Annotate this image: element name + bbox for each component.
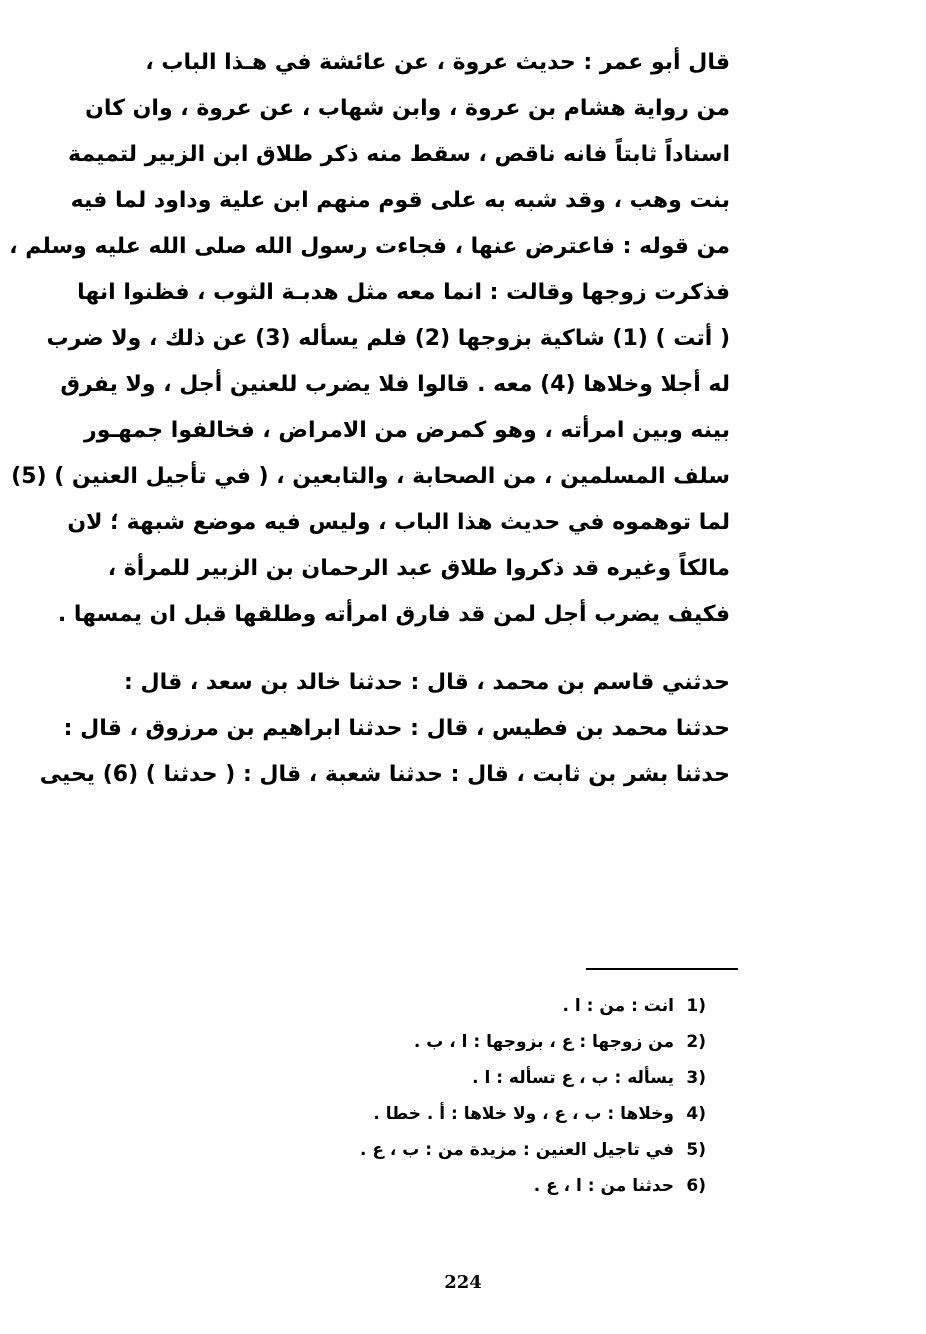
footnote-number: 4) <box>686 1104 706 1124</box>
text-line: ( أتت ) (1) شاكية بزوجها (2) فلم يسأله (3) عن ذلك ، ولا ضرب <box>46 326 730 351</box>
footnote-divider <box>586 968 738 970</box>
text-line: بينه وبين امرأته ، وهو كمرض من الامراض ، فخالفوا جمهـور <box>84 418 730 443</box>
main-text <box>9 40 730 798</box>
footnote-item <box>300 1024 706 1060</box>
footnotes <box>300 988 706 1204</box>
text-line: من قوله : فاعترض عنها ، فجاءت رسول الله صلى الله عليه وسلم ، <box>9 234 730 259</box>
footnote-item <box>300 1132 706 1168</box>
footnote-item <box>300 1060 706 1096</box>
text-line: حدثني قاسم بن محمد ، قال : حدثنا خالد بن سعد ، قال : <box>124 670 730 695</box>
footnote-number: 3) <box>686 1068 706 1088</box>
text-line: سلف المسلمين ، من الصحابة ، والتابعين ، ( في تأجيل العنين ) (5) <box>11 464 730 489</box>
paragraph-gap <box>80 638 730 660</box>
footnote-text: يسأله : ب ، ع تسأله : ا . <box>472 1068 674 1088</box>
page-number: 224 <box>444 1272 482 1293</box>
footnote-item <box>300 1096 706 1132</box>
text-line: بنت وهب ، وقد شبه به على قوم منهم ابن علية وداود لما فيه <box>70 188 730 213</box>
text-line: حدثنا محمد بن فطيس ، قال : حدثنا ابراهيم بن مرزوق ، قال : <box>63 716 730 741</box>
paragraph-2 <box>39 660 730 798</box>
footnote-text: في تاجيل العنين : مزيدة من : ب ، ع . <box>359 1140 674 1160</box>
text-line: لما توهموه في حديث هذا الباب ، وليس فيه موضع شبهة ؛ لان <box>67 510 730 535</box>
text-line: من رواية هشام بن عروة ، وابن شهاب ، عن عروة ، وان كان <box>85 96 730 121</box>
text-line: مالكاً وغيره قد ذكروا طلاق عبد الرحمان بن الزبير للمرأة ، <box>107 556 730 581</box>
text-line: فكيف يضرب أجل لمن قد فارق امرأته وطلقها قبل ان يمسها . <box>57 602 730 627</box>
footnote-number: 1) <box>686 996 706 1016</box>
footnote-number: 2) <box>686 1032 706 1052</box>
footnote-item <box>300 1168 706 1204</box>
text-line: اسناداً ثابتاً فانه ناقص ، سقط منه ذكر طلاق ابن الزبير لتميمة <box>68 142 730 167</box>
footnote-number: 5) <box>686 1140 706 1160</box>
footnote-item <box>300 988 706 1024</box>
paragraph-1 <box>9 40 730 638</box>
text-line: له أجلا وخلاها (4) معه . قالوا فلا يضرب للعنين أجل ، ولا يفرق <box>60 372 730 397</box>
footnote-text: حدثنا من : ا ، ع . <box>533 1176 674 1196</box>
footnote-text: وخلاها : ب ، ع ، ولا خلاها : أ . خطا . <box>373 1104 674 1124</box>
text-line: فذكرت زوجها وقالت : انما معه مثل هدبـة الثوب ، فظنوا انها <box>77 280 730 305</box>
footnote-text: انت : من : ا . <box>562 996 674 1016</box>
text-line: قال أبو عمر : حديث عروة ، عن عائشة في هـذا الباب ، <box>145 50 730 75</box>
footnote-text: من زوجها : ع ، بزوجها : ا ، ب . <box>413 1032 674 1052</box>
text-line: حدثنا بشر بن ثابت ، قال : حدثنا شعبة ، قال : ( حدثنا ) (6) يحيى <box>39 762 730 787</box>
footnote-number: 6) <box>686 1176 706 1196</box>
